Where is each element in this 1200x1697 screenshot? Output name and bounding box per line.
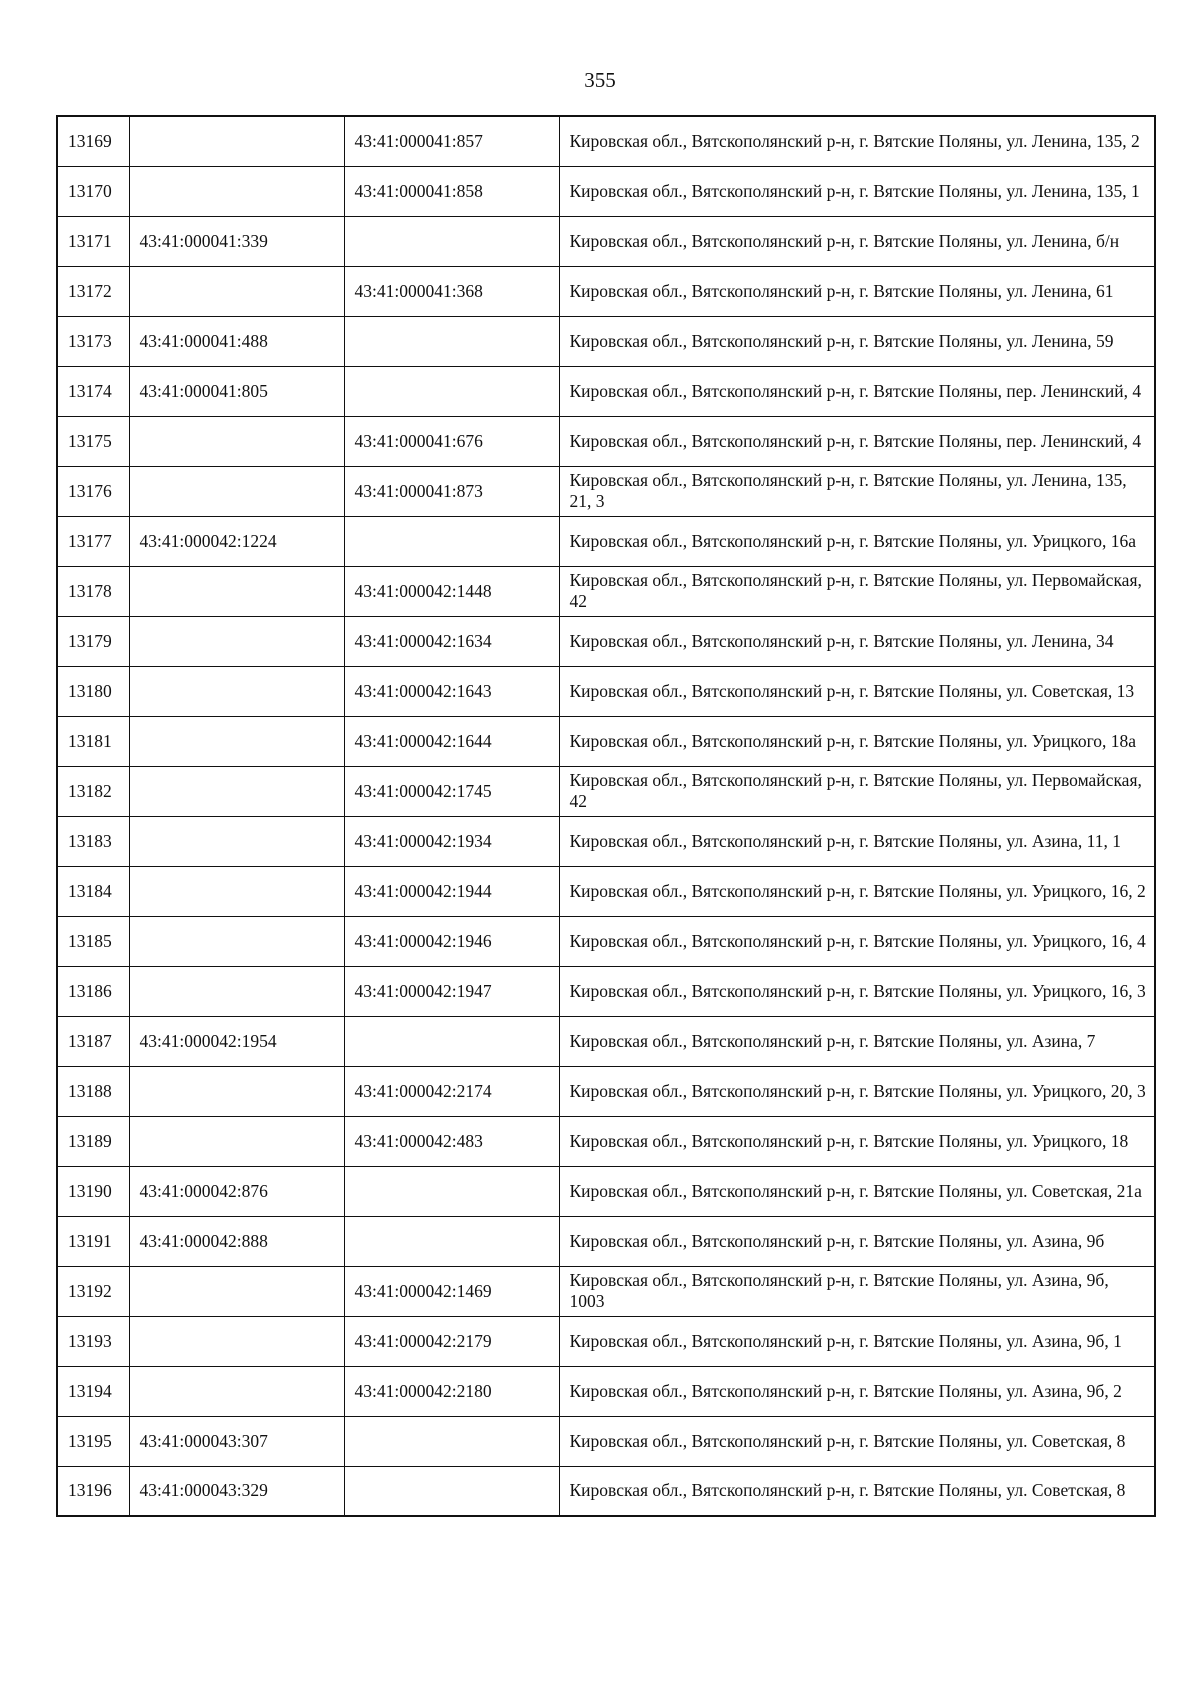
row-number-cell: 13190: [57, 1166, 129, 1216]
cadastral-object-cell: [344, 366, 559, 416]
cadastral-parcel-cell: [129, 866, 344, 916]
address-cell: Кировская обл., Вятскополянский р-н, г. Вятские Поляны, ул. Урицкого, 18а: [559, 716, 1155, 766]
row-number-cell: 13171: [57, 216, 129, 266]
cadastral-parcel-cell: [129, 1266, 344, 1316]
address-cell: Кировская обл., Вятскополянский р-н, г. Вятские Поляны, ул. Урицкого, 16а: [559, 516, 1155, 566]
table-row: [57, 216, 1155, 266]
cadastral-object-cell: 43:41:000042:1934: [344, 816, 559, 866]
table-row: [57, 616, 1155, 666]
table-row: [57, 1116, 1155, 1166]
row-number-cell: 13180: [57, 666, 129, 716]
cadastral-object-cell: 43:41:000041:858: [344, 166, 559, 216]
page-number: 355: [584, 68, 616, 92]
table-row: [57, 1216, 1155, 1266]
row-number-cell: 13179: [57, 616, 129, 666]
cadastral-object-cell: [344, 1016, 559, 1066]
address-cell: Кировская обл., Вятскополянский р-н, г. Вятские Поляны, ул. Первомайская, 42: [559, 766, 1155, 816]
row-number-cell: 13172: [57, 266, 129, 316]
cadastral-object-cell: 43:41:000042:1644: [344, 716, 559, 766]
cadastral-parcel-cell: [129, 1316, 344, 1366]
address-cell: Кировская обл., Вятскополянский р-н, г. Вятские Поляны, пер. Ленинский, 4: [559, 416, 1155, 466]
address-cell: Кировская обл., Вятскополянский р-н, г. Вятские Поляны, ул. Азина, 7: [559, 1016, 1155, 1066]
table-row: [57, 416, 1155, 466]
address-cell: Кировская обл., Вятскополянский р-н, г. Вятские Поляны, ул. Ленина, 135, 1: [559, 166, 1155, 216]
table-row: [57, 1466, 1155, 1516]
row-number-cell: 13182: [57, 766, 129, 816]
table-row: [57, 116, 1155, 166]
cadastral-object-cell: 43:41:000042:1745: [344, 766, 559, 816]
cadastral-parcel-cell: [129, 816, 344, 866]
table-row: [57, 1416, 1155, 1466]
address-cell: Кировская обл., Вятскополянский р-н, г. Вятские Поляны, ул. Азина, 9б: [559, 1216, 1155, 1266]
cadastral-parcel-cell: [129, 766, 344, 816]
row-number-cell: 13181: [57, 716, 129, 766]
row-number-cell: 13183: [57, 816, 129, 866]
cadastral-parcel-cell: 43:41:000041:488: [129, 316, 344, 366]
address-cell: Кировская обл., Вятскополянский р-н, г. Вятские Поляны, ул. Урицкого, 16, 4: [559, 916, 1155, 966]
cadastral-parcel-cell: 43:41:000042:888: [129, 1216, 344, 1266]
table-row: [57, 866, 1155, 916]
address-cell: Кировская обл., Вятскополянский р-н, г. Вятские Поляны, пер. Ленинский, 4: [559, 366, 1155, 416]
address-cell: Кировская обл., Вятскополянский р-н, г. Вятские Поляны, ул. Ленина, 34: [559, 616, 1155, 666]
table-row: [57, 566, 1155, 616]
address-cell: Кировская обл., Вятскополянский р-н, г. Вятские Поляны, ул. Первомайская, 42: [559, 566, 1155, 616]
address-cell: Кировская обл., Вятскополянский р-н, г. Вятские Поляны, ул. Ленина, 59: [559, 316, 1155, 366]
row-number-cell: 13184: [57, 866, 129, 916]
cadastral-parcel-cell: [129, 1066, 344, 1116]
registry-table-body: [57, 116, 1155, 1516]
cadastral-parcel-cell: [129, 566, 344, 616]
row-number-cell: 13176: [57, 466, 129, 516]
address-cell: Кировская обл., Вятскополянский р-н, г. Вятские Поляны, ул. Ленина, б/н: [559, 216, 1155, 266]
address-cell: Кировская обл., Вятскополянский р-н, г. Вятские Поляны, ул. Урицкого, 18: [559, 1116, 1155, 1166]
table-row: [57, 516, 1155, 566]
cadastral-object-cell: [344, 1166, 559, 1216]
cadastral-object-cell: 43:41:000041:857: [344, 116, 559, 166]
cadastral-object-cell: 43:41:000042:1643: [344, 666, 559, 716]
row-number-cell: 13185: [57, 916, 129, 966]
address-cell: Кировская обл., Вятскополянский р-н, г. Вятские Поляны, ул. Советская, 8: [559, 1416, 1155, 1466]
cadastral-object-cell: 43:41:000041:368: [344, 266, 559, 316]
cadastral-parcel-cell: [129, 1366, 344, 1416]
cadastral-parcel-cell: 43:41:000042:1224: [129, 516, 344, 566]
table-row: [57, 1316, 1155, 1366]
row-number-cell: 13169: [57, 116, 129, 166]
address-cell: Кировская обл., Вятскополянский р-н, г. Вятские Поляны, ул. Азина, 11, 1: [559, 816, 1155, 866]
table-row: [57, 916, 1155, 966]
table-row: [57, 1016, 1155, 1066]
row-number-cell: 13177: [57, 516, 129, 566]
cadastral-object-cell: 43:41:000041:873: [344, 466, 559, 516]
cadastral-parcel-cell: [129, 266, 344, 316]
address-cell: Кировская обл., Вятскополянский р-н, г. Вятские Поляны, ул. Советская, 21а: [559, 1166, 1155, 1216]
cadastral-parcel-cell: [129, 716, 344, 766]
cadastral-object-cell: 43:41:000042:1947: [344, 966, 559, 1016]
cadastral-parcel-cell: 43:41:000041:805: [129, 366, 344, 416]
address-cell: Кировская обл., Вятскополянский р-н, г. Вятские Поляны, ул. Урицкого, 20, 3: [559, 1066, 1155, 1116]
cadastral-object-cell: [344, 1416, 559, 1466]
table-row: [57, 766, 1155, 816]
cadastral-parcel-cell: [129, 966, 344, 1016]
row-number-cell: 13196: [57, 1466, 129, 1516]
address-cell: Кировская обл., Вятскополянский р-н, г. Вятские Поляны, ул. Ленина, 135, 21, 3: [559, 466, 1155, 516]
cadastral-parcel-cell: [129, 916, 344, 966]
table-row: [57, 1066, 1155, 1116]
address-cell: Кировская обл., Вятскополянский р-н, г. Вятские Поляны, ул. Азина, 9б, 2: [559, 1366, 1155, 1416]
cadastral-object-cell: 43:41:000042:1448: [344, 566, 559, 616]
cadastral-parcel-cell: [129, 666, 344, 716]
row-number-cell: 13174: [57, 366, 129, 416]
cadastral-object-cell: 43:41:000042:1634: [344, 616, 559, 666]
cadastral-object-cell: 43:41:000042:2174: [344, 1066, 559, 1116]
cadastral-object-cell: 43:41:000042:2180: [344, 1366, 559, 1416]
cadastral-object-cell: [344, 1466, 559, 1516]
row-number-cell: 13187: [57, 1016, 129, 1066]
cadastral-object-cell: 43:41:000041:676: [344, 416, 559, 466]
row-number-cell: 13192: [57, 1266, 129, 1316]
cadastral-object-cell: [344, 516, 559, 566]
table-row: [57, 266, 1155, 316]
row-number-cell: 13186: [57, 966, 129, 1016]
cadastral-parcel-cell: [129, 466, 344, 516]
row-number-cell: 13178: [57, 566, 129, 616]
table-row: [57, 666, 1155, 716]
row-number-cell: 13188: [57, 1066, 129, 1116]
row-number-cell: 13193: [57, 1316, 129, 1366]
row-number-cell: 13191: [57, 1216, 129, 1266]
row-number-cell: 13170: [57, 166, 129, 216]
cadastral-object-cell: 43:41:000042:1469: [344, 1266, 559, 1316]
row-number-cell: 13175: [57, 416, 129, 466]
cadastral-parcel-cell: [129, 116, 344, 166]
table-row: [57, 1266, 1155, 1316]
cadastral-object-cell: 43:41:000042:2179: [344, 1316, 559, 1366]
cadastral-parcel-cell: [129, 616, 344, 666]
table-row: [57, 1366, 1155, 1416]
cadastral-parcel-cell: 43:41:000042:1954: [129, 1016, 344, 1066]
table-row: [57, 816, 1155, 866]
table-row: [57, 1166, 1155, 1216]
table-row: [57, 466, 1155, 516]
cadastral-object-cell: [344, 316, 559, 366]
address-cell: Кировская обл., Вятскополянский р-н, г. Вятские Поляны, ул. Урицкого, 16, 3: [559, 966, 1155, 1016]
address-cell: Кировская обл., Вятскополянский р-н, г. Вятские Поляны, ул. Урицкого, 16, 2: [559, 866, 1155, 916]
cadastral-object-cell: [344, 1216, 559, 1266]
table-row: [57, 966, 1155, 1016]
table-row: [57, 716, 1155, 766]
row-number-cell: 13189: [57, 1116, 129, 1166]
table-row: [57, 366, 1155, 416]
row-number-cell: 13194: [57, 1366, 129, 1416]
address-cell: Кировская обл., Вятскополянский р-н, г. Вятские Поляны, ул. Азина, 9б, 1: [559, 1316, 1155, 1366]
cadastral-object-cell: [344, 216, 559, 266]
cadastral-parcel-cell: [129, 416, 344, 466]
cadastral-parcel-cell: [129, 1116, 344, 1166]
cadastral-object-cell: 43:41:000042:483: [344, 1116, 559, 1166]
cadastral-parcel-cell: [129, 166, 344, 216]
address-cell: Кировская обл., Вятскополянский р-н, г. Вятские Поляны, ул. Ленина, 61: [559, 266, 1155, 316]
address-cell: Кировская обл., Вятскополянский р-н, г. Вятские Поляны, ул. Азина, 9б, 1003: [559, 1266, 1155, 1316]
cadastral-object-cell: 43:41:000042:1946: [344, 916, 559, 966]
cadastral-parcel-cell: 43:41:000041:339: [129, 216, 344, 266]
cadastral-parcel-cell: 43:41:000043:307: [129, 1416, 344, 1466]
row-number-cell: 13195: [57, 1416, 129, 1466]
address-cell: Кировская обл., Вятскополянский р-н, г. Вятские Поляны, ул. Ленина, 135, 2: [559, 116, 1155, 166]
table-row: [57, 166, 1155, 216]
registry-table: [56, 115, 1156, 1517]
address-cell: Кировская обл., Вятскополянский р-н, г. Вятские Поляны, ул. Советская, 13: [559, 666, 1155, 716]
address-cell: Кировская обл., Вятскополянский р-н, г. Вятские Поляны, ул. Советская, 8: [559, 1466, 1155, 1516]
cadastral-object-cell: 43:41:000042:1944: [344, 866, 559, 916]
cadastral-parcel-cell: 43:41:000043:329: [129, 1466, 344, 1516]
table-row: [57, 316, 1155, 366]
cadastral-parcel-cell: 43:41:000042:876: [129, 1166, 344, 1216]
row-number-cell: 13173: [57, 316, 129, 366]
